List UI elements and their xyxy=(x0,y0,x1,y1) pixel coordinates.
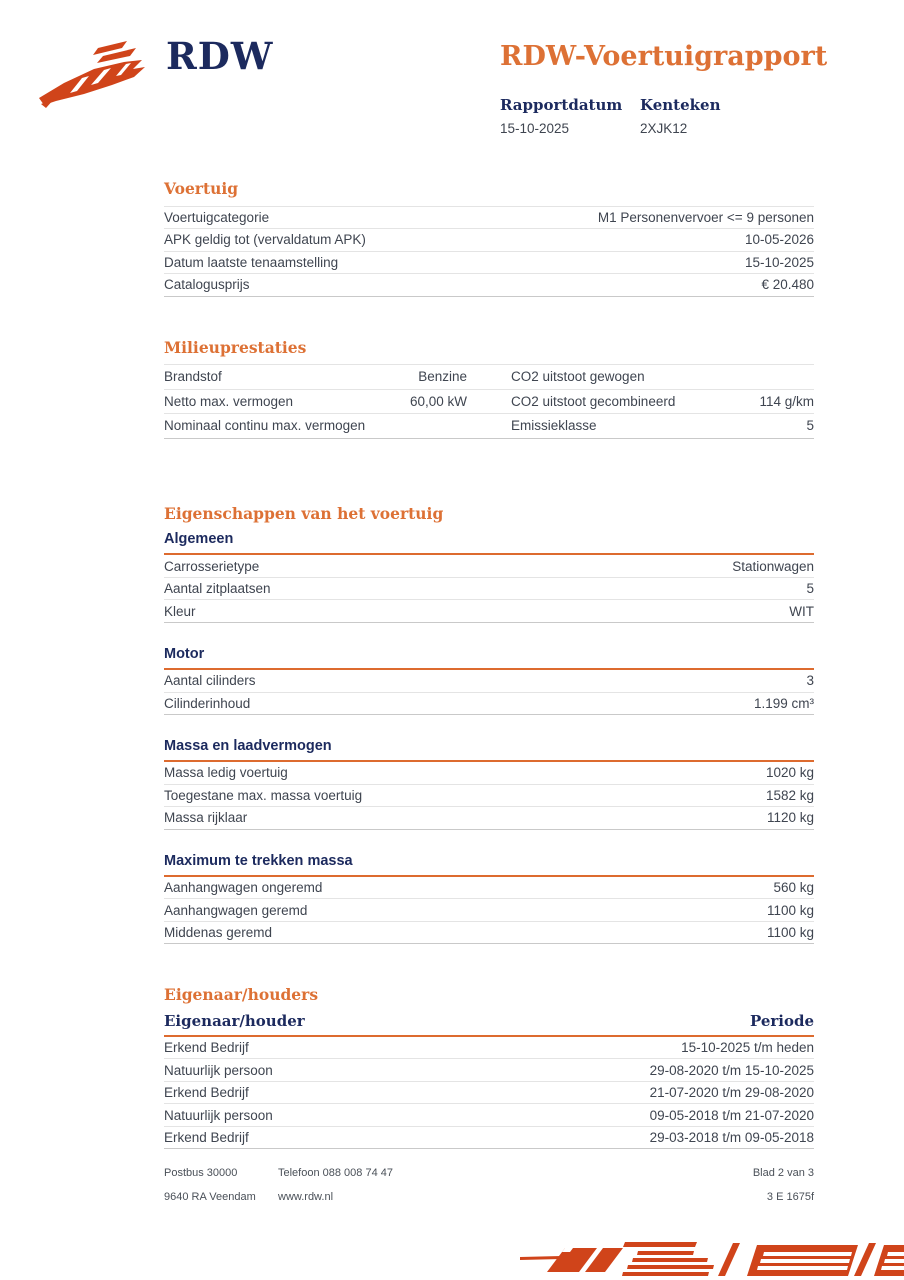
row-left-pair xyxy=(164,369,467,384)
row-value: 3 xyxy=(806,673,814,689)
row-label: Massa rijklaar xyxy=(164,810,248,826)
subsection-title-trekken: Maximum te trekken massa xyxy=(164,852,814,877)
section-title-voertuig: Voertuig xyxy=(164,179,239,198)
row-left-pair xyxy=(164,418,467,433)
table-row xyxy=(164,1058,814,1081)
subsection-title-massa: Massa en laadvermogen xyxy=(164,737,814,762)
footer-address xyxy=(164,1166,278,1214)
row-right-pair xyxy=(511,369,814,384)
row-value: 1582 kg xyxy=(765,787,814,803)
row-label: Aantal zitplaatsen xyxy=(164,581,271,597)
table-row xyxy=(164,1103,814,1126)
table-row xyxy=(164,921,814,944)
table-row xyxy=(164,577,814,600)
row-value: M1 Personenvervoer <= 9 personen xyxy=(597,209,814,225)
row-value: Benzine xyxy=(418,369,467,385)
row-value: 60,00 kW xyxy=(409,393,467,409)
row-label: Emissieklasse xyxy=(511,418,597,434)
row-label: Voertuigcategorie xyxy=(164,209,270,225)
row-label: Kleur xyxy=(164,603,196,619)
owner-value: Erkend Bedrijf xyxy=(164,1040,249,1056)
owner-table-header xyxy=(164,1012,814,1037)
table-row xyxy=(164,898,814,921)
algemeen-table xyxy=(164,555,814,623)
row-value: WIT xyxy=(789,603,814,619)
subsection-title-motor: Motor xyxy=(164,645,814,670)
row-value: 560 kg xyxy=(773,880,814,896)
row-label: Massa ledig voertuig xyxy=(164,765,288,781)
table-row xyxy=(164,555,814,577)
motor-table xyxy=(164,670,814,715)
rdw-logo-text: RDW xyxy=(166,34,274,78)
row-label: Aanhangwagen geremd xyxy=(164,902,308,918)
row-label: Nominaal continu max. vermogen xyxy=(164,418,366,434)
rdw-logo xyxy=(36,36,273,110)
period-value: 15-10-2025 t/m heden xyxy=(681,1040,814,1056)
row-label: Middenas geremd xyxy=(164,925,273,941)
footer-city: 9640 RA Veendam xyxy=(164,1191,256,1203)
footer-phone: Telefoon 088 008 74 47 xyxy=(278,1167,393,1179)
row-label: Aanhangwagen ongeremd xyxy=(164,880,323,896)
table-row xyxy=(164,251,814,274)
report-meta xyxy=(500,96,830,136)
table-row xyxy=(164,692,814,715)
row-label: CO2 uitstoot gecombineerd xyxy=(511,393,676,409)
report-date-value: 15-10-2025 xyxy=(500,120,570,136)
table-row xyxy=(164,413,814,438)
footer-contact xyxy=(278,1166,753,1214)
row-label: Cilinderinhoud xyxy=(164,695,251,711)
license-plate-label: Kenteken xyxy=(640,95,721,114)
row-label: Toegestane max. massa voertuig xyxy=(164,787,363,803)
row-label: Datum laatste tenaamstelling xyxy=(164,254,339,270)
row-value: 10-05-2026 xyxy=(744,232,814,248)
license-plate-value: 2XJK12 xyxy=(640,120,688,136)
footer-doc-code: 3 E 1675f xyxy=(766,1191,814,1203)
footer-postbus: Postbus 30000 xyxy=(164,1167,238,1179)
row-value: 1020 kg xyxy=(765,765,814,781)
row-value: 1100 kg xyxy=(766,925,814,941)
voertuig-table xyxy=(164,206,814,297)
massa-table xyxy=(164,762,814,830)
row-value: 15-10-2025 xyxy=(744,254,814,270)
period-column-header: Periode xyxy=(749,1011,814,1030)
section-title-milieuprestaties: Milieuprestaties xyxy=(164,337,307,357)
table-row xyxy=(164,784,814,807)
row-value: 1.199 cm³ xyxy=(753,695,814,711)
row-value: 5 xyxy=(806,581,814,597)
row-value: 5 xyxy=(806,418,814,434)
period-value: 29-08-2020 t/m 15-10-2025 xyxy=(649,1062,814,1078)
subsection-title-algemeen: Algemeen xyxy=(164,530,814,555)
period-value: 09-05-2018 t/m 21-07-2020 xyxy=(649,1107,814,1123)
footer-website: www.rdw.nl xyxy=(278,1191,334,1203)
table-row xyxy=(164,206,814,229)
table-row xyxy=(164,228,814,251)
row-label: Catalogusprijs xyxy=(164,277,250,293)
footer-page-info xyxy=(753,1166,814,1214)
report-body xyxy=(164,180,814,1149)
table-row xyxy=(164,1126,814,1149)
row-value: € 20.480 xyxy=(761,277,814,293)
row-label: APK geldig tot (vervaldatum APK) xyxy=(164,232,366,248)
row-label: Aantal cilinders xyxy=(164,673,256,689)
page-footer xyxy=(164,1166,814,1214)
table-row xyxy=(164,877,814,899)
table-row xyxy=(164,670,814,692)
table-row xyxy=(164,389,814,414)
report-title-block xyxy=(500,42,830,136)
report-date-label: Rapportdatum xyxy=(500,95,623,114)
row-label: Brandstof xyxy=(164,369,222,385)
row-label: CO2 uitstoot gewogen xyxy=(511,369,645,385)
table-row xyxy=(164,273,814,296)
page-title: RDW-Voertuigrapport xyxy=(500,41,828,72)
license-plate-block xyxy=(640,96,780,136)
owner-value: Erkend Bedrijf xyxy=(164,1085,249,1101)
owner-table xyxy=(164,1037,814,1150)
row-value: Stationwagen xyxy=(732,558,814,574)
row-value: 1100 kg xyxy=(766,902,814,918)
owner-column-header: Eigenaar/houder xyxy=(164,1011,305,1030)
trekken-table xyxy=(164,877,814,945)
speed-stripes-decoration xyxy=(480,1225,904,1280)
row-left-pair xyxy=(164,394,467,409)
row-value: 114 g/km xyxy=(759,393,814,409)
row-right-pair xyxy=(511,418,814,433)
owner-value: Natuurlijk persoon xyxy=(164,1107,273,1123)
table-row xyxy=(164,806,814,829)
table-row xyxy=(164,1081,814,1104)
owner-value: Natuurlijk persoon xyxy=(164,1062,273,1078)
row-right-pair xyxy=(511,394,814,409)
section-title-eigenaar: Eigenaar/houders xyxy=(164,985,319,1005)
owner-value: Erkend Bedrijf xyxy=(164,1130,249,1146)
rdw-swoosh-icon xyxy=(36,36,154,110)
period-value: 29-03-2018 t/m 09-05-2018 xyxy=(649,1130,814,1146)
milieu-table xyxy=(164,364,814,439)
period-value: 21-07-2020 t/m 29-08-2020 xyxy=(649,1085,814,1101)
row-label: Netto max. vermogen xyxy=(164,393,294,409)
report-date-block xyxy=(500,96,640,136)
row-label: Carrosserietype xyxy=(164,558,260,574)
row-value: 1120 kg xyxy=(766,810,814,826)
table-row xyxy=(164,599,814,622)
table-row xyxy=(164,1037,814,1059)
table-row xyxy=(164,364,814,389)
footer-page-number: Blad 2 van 3 xyxy=(752,1167,814,1179)
table-row xyxy=(164,762,814,784)
section-title-eigenschappen: Eigenschappen van het voertuig xyxy=(164,503,444,523)
